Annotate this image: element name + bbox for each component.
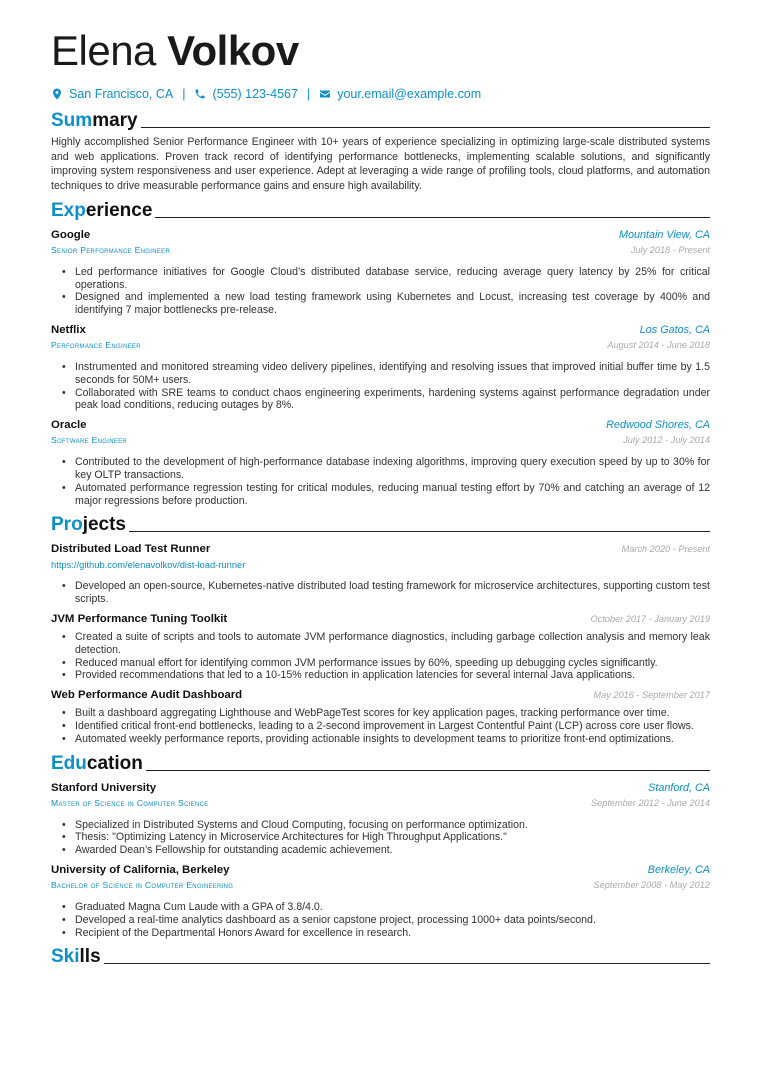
bullet-item: • Thesis: "Optimizing Latency in Microservice Architectures for High Throughput Applications." [51,831,710,844]
date-range: July 2012 - July 2014 [623,435,710,446]
resume-page [51,26,710,968]
bullet-list [51,631,710,682]
project-name: Distributed Load Test Runner [51,543,211,556]
job-location: Redwood Shores, CA [606,419,710,432]
full-name [51,26,710,76]
entry-header-row [51,228,710,243]
location-text: San Francisco, CA [69,87,174,101]
bullet-item: • Graduated Magna Cum Laude with a GPA of 3.8/4.0. [51,901,710,914]
section-title: Skills [51,946,101,968]
map-pin-icon [51,88,63,100]
section-rule [129,531,710,532]
projects-list [51,542,710,745]
education-entry [51,781,710,857]
bullet-item: • Instrumented and monitored streaming video delivery pipelines, identifying and resolving issues that improved initial buffer time by 1.5 seconds for 50M+ users. [51,361,710,387]
job-location: Los Gatos, CA [639,324,710,336]
envelope-icon [319,88,331,100]
entry-subheader-row [51,433,710,448]
date-range: September 2012 - June 2014 [590,797,710,808]
bullet-list [51,456,710,507]
section-title: Summary [51,110,138,131]
entry-header-row [51,863,710,878]
date-range: March 2020 - Present [621,544,710,555]
section-title: Experience [51,199,153,221]
project-name: Web Performance Audit Dashboard [51,689,243,702]
entry-subheader-row [51,338,710,353]
projects-entry [51,688,710,745]
skills-heading [51,944,710,968]
school-location: Berkeley, CA [647,863,710,876]
contact-location [51,87,173,101]
bullet-item: • Awarded Dean’s Fellowship for outstanding academic achievement. [51,844,710,857]
bullet-item: • Created a suite of scripts and tools to automate JVM performance diagnostics, including garbage collection analysis and memory leak detection. [51,631,710,657]
job-title: Performance Engineer [51,340,141,350]
experience-entry [51,323,710,412]
school-location: Stanford, CA [648,781,710,794]
bullet-item: • Developed a real-time analytics dashboard as a senior capstone project, processing 1000+ data points/second. [51,914,710,927]
entry-subheader-row [51,796,710,811]
bullet-list [51,901,710,939]
bullet-item: • Designed and implemented a new load testing framework using Kubernetes and Locust, increasing test coverage by 400% and identifying 7 major bottlenecks pre-release. [51,291,710,317]
bullet-item: • Identified critical front-end bottlenecks, leading to a 2-second improvement in Largest Contentful Paint (LCP) across core user flows. [51,720,710,733]
entry-header-row [51,418,710,433]
company-name: Oracle [51,419,87,432]
projects-entry [51,542,710,606]
job-title: Senior Performance Engineer [51,244,171,255]
contact-bar [51,85,710,103]
entry-header-row [51,612,710,627]
bullet-item: • Contributed to the development of high-performance database indexing algorithms, improving query execution speed by up to 30% for key OLTP transactions. [51,456,710,482]
bullet-item: • Collaborated with SRE teams to conduct chaos engineering experiments, hardening systems against performance degradation under peak load conditions, reducing outages by 8%. [51,387,710,413]
bullet-item: • Reduced manual effort for identifying common JVM performance issues by 60%, speeding up debugging cycles significantly. [51,657,710,670]
section-title: Education [51,752,143,774]
section-rule [146,770,710,771]
section-rule [104,963,710,964]
projects-entry [51,612,710,682]
job-location: Mountain View, CA [618,228,710,241]
company-name: Netflix [51,324,86,336]
section-rule [141,127,710,128]
date-range: August 2014 - June 2018 [607,340,710,350]
bullet-list [51,819,710,857]
bullet-list [51,580,710,606]
school-name: University of California, Berkeley [51,863,230,876]
contact-email[interactable] [319,87,481,101]
last-name: Volkov [167,27,299,74]
experience-list [51,228,710,508]
entry-header-row [51,781,710,796]
phone-icon [194,88,206,100]
section-rule [155,217,710,218]
education-heading [51,751,710,775]
degree-title: Bachelor of Science in Computer Engineering [51,879,234,890]
bullet-item: • Provided recommendations that led to a 10-15% reduction in application latencies for several internal Java applications. [51,669,710,682]
entry-header-row [51,323,710,338]
bullet-list [51,266,710,317]
bullet-item: • Built a dashboard aggregating Lighthouse and WebPageTest scores for key application pages, tracking performance over time. [51,707,710,720]
experience-entry [51,228,710,317]
bullet-item: • Developed an open-source, Kubernetes-native distributed load testing framework for microservice architectures, supporting custom test scripts. [51,580,710,606]
experience-heading [51,198,710,222]
summary-heading [51,108,710,132]
project-name: JVM Performance Tuning Toolkit [51,612,228,625]
entry-header-row [51,688,710,703]
entry-subheader-row [51,878,710,893]
entry-header-row [51,542,710,557]
education-list [51,781,710,940]
date-range: September 2008 - May 2012 [593,879,710,890]
degree-title: Master of Science in Computer Science [51,797,209,808]
date-range: October 2017 - January 2019 [590,613,710,624]
first-name: Elena [51,27,156,74]
section-title: Projects [51,514,126,536]
bullet-item: • Automated weekly performance reports, providing actionable insights to development teams to prioritize front-end optimizations. [51,733,710,746]
date-range: May 2016 - September 2017 [593,690,710,701]
contact-separator: | [306,87,311,101]
bullet-list [51,361,710,412]
entry-subheader-row [51,557,710,572]
summary-text: Highly accomplished Senior Performance Engineer with 10+ years of experience specializing in optimizing large-scale distributed systems and web applications. Proven track record of identifying performance bottlenecks, implementing scalable solutions, and significantly improving system responsiveness and user experience. Adept at leveraging a wide range of profiling tools, cloud platforms, and automation techniques to drive measurable performance gains and ensure high availability. [51,136,710,193]
bullet-item: • Automated performance regression testing for critical modules, reducing manual testing effort by 70% and catching an average of 12 major regressions before production. [51,482,710,508]
entry-subheader-row [51,243,710,258]
email-text: your.email@example.com [337,87,482,101]
education-entry [51,863,710,939]
experience-entry [51,418,710,507]
bullet-list [51,707,710,745]
project-link[interactable]: https://github.com/elenavolkov/dist-load-runner [51,559,246,571]
bullet-item: • Specialized in Distributed Systems and Cloud Computing, focusing on performance optimization. [51,819,710,832]
contact-separator: | [182,87,186,101]
bullet-item: • Led performance initiatives for Google Cloud’s distributed database service, reducing average query latency by 25% for critical operations. [51,266,710,292]
job-title: Software Engineer [51,435,128,446]
school-name: Stanford University [51,781,157,794]
projects-heading [51,512,710,536]
phone-text: (555) 123-4567 [212,87,298,101]
date-range: July 2018 - Present [630,244,710,255]
company-name: Google [51,228,91,241]
contact-phone[interactable] [194,87,297,101]
bullet-item: • Recipient of the Departmental Honors Award for excellence in research. [51,927,710,940]
